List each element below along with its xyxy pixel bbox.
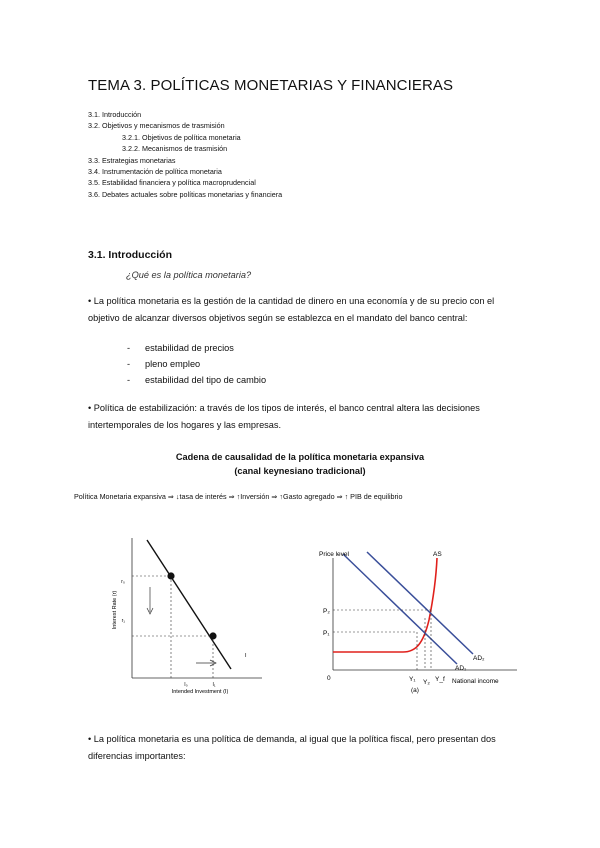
origin-label: 0 [327, 675, 331, 682]
investment-curve [147, 540, 231, 669]
toc-item: 3.4. Instrumentación de política monetaria [88, 167, 222, 177]
figure-subcaption: (canal keynesiano tradicional) [234, 466, 366, 476]
ad2-curve [367, 552, 473, 654]
tick-p1: P₁ [323, 630, 330, 637]
investment-demand-chart [110, 530, 270, 705]
paragraph-stabilization: • Política de estabilización: a través de los tipos de interés, el banco central altera las decisiones intertemporales de los hogares y las empresas. [88, 403, 480, 430]
tick-yf: Y_f [435, 676, 445, 683]
panel-label: (a) [411, 687, 419, 694]
as-ad-chart [305, 540, 520, 700]
as-label: AS [433, 551, 442, 558]
y-axis-label: Interest Rate (r) [112, 590, 118, 630]
paragraph-demand-policy: • La política monetaria es una política de demanda, al igual que la política fiscal, pero presentan dos diferencias importantes: [88, 734, 496, 761]
list-dash: - [127, 359, 131, 369]
toc-item: 3.3. Estrategias monetarias [88, 155, 176, 165]
list-dash: - [127, 343, 131, 353]
curve-label: I [245, 653, 247, 659]
tick-y2: Y₂ [423, 679, 430, 686]
toc-item: 3.1. Introducción [88, 110, 142, 119]
list-item-text: estabilidad del tipo de cambio [145, 375, 267, 385]
toc-item: 3.5. Estabilidad financiera y política macroprudencial [88, 178, 256, 188]
objectives-list [127, 340, 266, 388]
x-axis-label: Intended Investment (I) [171, 689, 229, 695]
list-item [127, 340, 266, 356]
causal-chain: Política Monetaria expansiva ⇒ ↓tasa de interés ⇒ ↑Inversión ⇒ ↑Gasto agregado ⇒ ↑ PIB de equilibrio [74, 492, 403, 501]
tick-p2: P₂ [323, 608, 330, 615]
list-dash: - [127, 375, 131, 385]
section-heading: 3.1. Introducción [88, 249, 173, 261]
list-item-text: estabilidad de precios [145, 343, 234, 353]
document-title: TEMA 3. POLÍTICAS MONETARIAS Y FINANCIERAS [88, 77, 454, 94]
list-item [127, 356, 266, 372]
y-axis-label: Price level [319, 551, 349, 558]
tick-y1: Y₁ [409, 676, 416, 683]
toc-item: 3.6. Debates actuales sobre políticas monetarias y financiera [88, 189, 283, 199]
ad2-label: AD₂ [473, 655, 485, 662]
table-of-contents [88, 109, 282, 200]
x-axis-label: National income [452, 678, 499, 685]
tick-r1: r₁ [121, 618, 125, 624]
tick-r0: r₀ [121, 579, 125, 585]
point-before [167, 572, 174, 579]
list-item-text: pleno empleo [145, 359, 201, 369]
figure-caption: Cadena de causalidad de la política monetaria expansiva [175, 452, 425, 462]
section-question: ¿Qué es la política monetaria? [126, 270, 252, 280]
tick-i1: I₁ [212, 682, 216, 688]
paragraph-definition: • La política monetaria es la gestión de la cantidad de dinero en una economía y de su precio con el objetivo de alcanzar diversos objetivos según se establezca en el mandato del banco central: [88, 296, 495, 323]
list-item [127, 372, 266, 388]
point-after [209, 632, 216, 639]
toc-item: 3.2.2. Mecanismos de trasmisión [122, 144, 228, 154]
ad1-curve [343, 554, 457, 664]
toc-item: 3.2.1. Objetivos de política monetaria [122, 132, 241, 142]
tick-i0: I₀ [184, 682, 188, 688]
ad1-label: AD₁ [455, 665, 467, 672]
toc-item: 3.2. Objetivos y mecanismos de trasmisión [88, 121, 225, 131]
